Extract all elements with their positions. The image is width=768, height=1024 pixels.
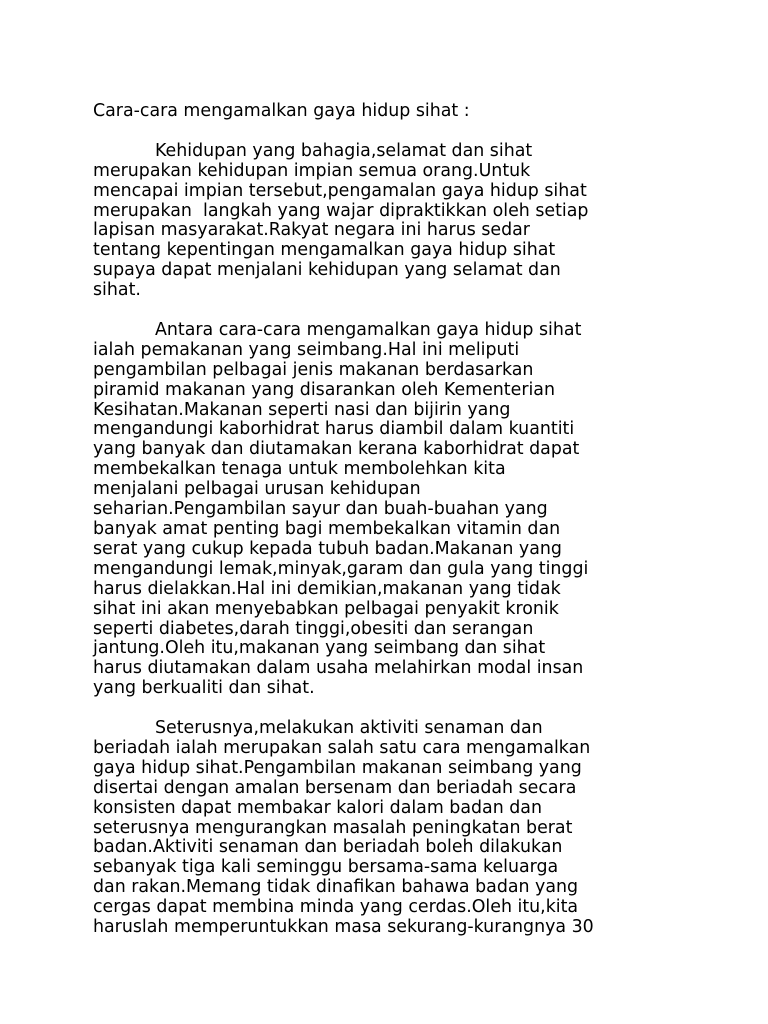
paragraph-line: sihat. xyxy=(93,280,141,301)
paragraph-line: seharian.Pengambilan sayur dan buah-buahan yang xyxy=(93,499,548,520)
paragraph-line: badan.Aktiviti senaman dan beriadah boleh dilakukan xyxy=(93,837,563,858)
paragraph-line: jantung.Oleh itu,makanan yang seimbang dan sihat xyxy=(93,638,546,659)
paragraph-3 xyxy=(93,719,693,938)
paragraph-line: disertai dengan amalan bersenam dan beriadah secara xyxy=(93,777,577,798)
paragraph-line: seterusnya mengurangkan masalah peningkatan berat xyxy=(93,817,573,838)
blank-line xyxy=(93,122,693,142)
paragraph-line: mengandungi kaborhidrat harus diambil dalam kuantiti xyxy=(93,419,575,440)
paragraph-line: lapisan masyarakat.Rakyat negara ini harus sedar xyxy=(93,220,530,241)
paragraph-line: beriadah ialah merupakan salah satu cara mengamalkan xyxy=(93,737,591,758)
paragraph-line: konsisten dapat membakar kalori dalam badan dan xyxy=(93,797,542,818)
paragraph-line: piramid makanan yang disarankan oleh Kementerian xyxy=(93,379,555,400)
paragraph-line: cergas dapat membina minda yang cerdas.Oleh itu,kita xyxy=(93,897,579,918)
paragraph-line: ialah pemakanan yang seimbang.Hal ini meliputi xyxy=(93,339,520,360)
paragraph-line: tentang kepentingan mengamalkan gaya hidup sihat xyxy=(93,240,556,261)
paragraph-line: merupakan langkah yang wajar dipraktikkan oleh setiap xyxy=(93,200,589,221)
paragraph-line: harus dielakkan.Hal ini demikian,makanan yang tidak xyxy=(93,578,561,599)
paragraph-line: gaya hidup sihat.Pengambilan makanan seimbang yang xyxy=(93,757,582,778)
paragraph-line: supaya dapat menjalani kehidupan yang selamat dan xyxy=(93,260,561,281)
paragraph-line: Kehidupan yang bahagia,selamat dan sihat xyxy=(155,140,533,161)
paragraph-line: seperti diabetes,darah tinggi,obesiti dan serangan xyxy=(93,618,534,639)
paragraph-line: haruslah memperuntukkan masa sekurang-kurangnya 30 xyxy=(93,917,594,938)
paragraph-line: Antara cara-cara mengamalkan gaya hidup sihat xyxy=(155,319,582,340)
paragraph-line: pengambilan pelbagai jenis makanan berdasarkan xyxy=(93,359,534,380)
paragraph-line: banyak amat penting bagi membekalkan vitamin dan xyxy=(93,519,561,539)
document-body xyxy=(93,102,693,938)
paragraph-line: yang banyak dan diutamakan kerana kaborhidrat dapat xyxy=(93,439,580,460)
paragraph-line: mencapai impian tersebut,pengamalan gaya hidup sihat xyxy=(93,180,587,201)
paragraph-line: Kesihatan.Makanan seperti nasi dan bijirin yang xyxy=(93,399,511,420)
paragraph-1 xyxy=(93,142,693,301)
paragraph-line: harus diutamakan dalam usaha melahirkan modal insan xyxy=(93,658,584,679)
paragraph-line: Seterusnya,melakukan aktiviti senaman dan xyxy=(155,718,543,739)
paragraph-line: sihat ini akan menyebabkan pelbagai penyakit kronik xyxy=(93,598,559,619)
paragraph-line: yang berkualiti dan sihat. xyxy=(93,678,315,699)
paragraph-line: membekalkan tenaga untuk membolehkan kita xyxy=(93,459,506,480)
paragraph-line: serat yang cukup kepada tubuh badan.Makanan yang xyxy=(93,538,562,559)
paragraph-line: mengandungi lemak,minyak,garam dan gula yang tinggi xyxy=(93,558,589,579)
paragraph-line: sebanyak tiga kali seminggu bersama-sama keluarga xyxy=(93,857,559,878)
paragraph-line: merupakan kehidupan impian semua orang.Untuk xyxy=(93,160,531,181)
blank-line xyxy=(93,301,693,321)
document-title: Cara-cara mengamalkan gaya hidup sihat : xyxy=(93,101,470,121)
paragraph-line: dan rakan.Memang tidak dinafikan bahawa badan yang xyxy=(93,877,579,898)
paragraph-2 xyxy=(93,321,693,699)
paragraph-line: menjalani pelbagai urusan kehidupan xyxy=(93,479,421,500)
blank-line xyxy=(93,699,693,719)
